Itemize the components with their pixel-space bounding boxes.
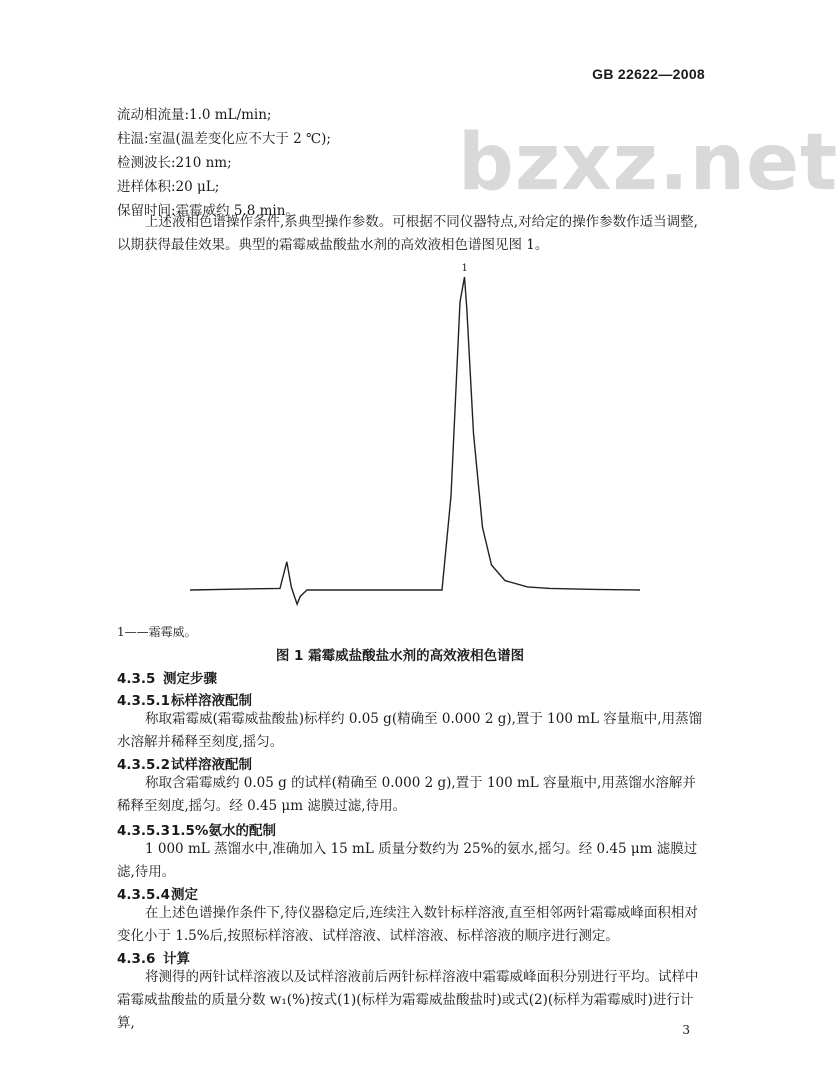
- condition-wavelength: 检测波长:210 nm;: [117, 155, 232, 171]
- condition-flow-rate: 流动相流量:1.0 mL/min;: [117, 107, 272, 123]
- section-4-3-5-1-heading: [117, 689, 252, 709]
- section-4-3-5-1-text: 称取霜霉威(霜霉威盐酸盐)标样约 0.05 g(精确至 0.000 2 g),置于 100 mL 容量瓶中,用蒸馏水溶解并稀释至刻度,摇匀。: [117, 711, 703, 750]
- section-4-3-6-text: 将测得的两针试样溶液以及试样溶液前后两针标样溶液中霜霉威峰面积分别进行平均。试样中霜霉威盐酸盐的质量分数 w₁(%)按式(1)(标样为霜霉威盐酸盐时)或式(2)(标样为霜霉威时)进行计算,: [117, 969, 699, 1031]
- section-number: 4.3.5: [117, 671, 156, 687]
- condition-retention-time: 保留时间:霜霉威约 5.8 min。: [117, 203, 299, 219]
- section-4-3-5-3-heading: [117, 819, 276, 839]
- section-4-3-6-heading: [117, 947, 190, 967]
- section-title: 标样溶液配制: [171, 693, 252, 709]
- peak-1-label: 1: [461, 263, 468, 274]
- section-number: 4.3.5.4: [117, 887, 170, 903]
- section-number: 4.3.5.3: [117, 823, 170, 839]
- page-number: 3: [682, 1023, 690, 1037]
- chromatogram-trace: [190, 277, 640, 604]
- section-4-3-5-2-text: 称取含霜霉威约 0.05 g 的试样(精确至 0.000 2 g),置于 100 mL 容量瓶中,用蒸馏水溶解并稀释至刻度,摇匀。经 0.45 μm 滤膜过滤,待用。: [117, 775, 696, 814]
- section-title: 测定: [171, 887, 198, 903]
- condition-injection-volume: 进样体积:20 μL;: [117, 179, 220, 195]
- section-title: 计算: [163, 951, 190, 967]
- watermark: bzxz.net: [458, 118, 838, 208]
- chromatogram-chart: [115, 255, 705, 625]
- section-title: 测定步骤: [163, 671, 217, 687]
- section-title: 试样溶液配制: [171, 757, 252, 773]
- section-number: 4.3.6: [117, 951, 156, 967]
- intro-paragraph: 上述液相色谱操作条件,系典型操作参数。可根据不同仪器特点,对给定的操作参数作适当调整,以期获得最佳效果。典型的霜霉威盐酸盐水剂的高效液相色谱图见图 1。: [117, 214, 698, 253]
- condition-column-temp: 柱温:室温(温差变化应不大于 2 ℃);: [117, 131, 331, 147]
- section-4-3-5-4-text: 在上述色谱操作条件下,待仪器稳定后,连续注入数针标样溶液,直至相邻两针霜霉威峰面积相对变化小于 1.5%后,按照标样溶液、试样溶液、试样溶液、标样溶液的顺序进行测定。: [117, 905, 698, 944]
- chart-key: 1——霜霉威。: [117, 625, 197, 639]
- section-4-3-5-heading: [117, 667, 217, 687]
- section-number: 4.3.5.1: [117, 693, 170, 709]
- section-title: 1.5%氨水的配制: [171, 823, 276, 839]
- section-4-3-5-4-heading: [117, 883, 198, 903]
- section-4-3-5-2-heading: [117, 753, 252, 773]
- section-number: 4.3.5.2: [117, 757, 170, 773]
- figure-caption: 图 1 霜霉威盐酸盐水剂的高效液相色谱图: [275, 648, 525, 664]
- section-4-3-5-3-text: 1 000 mL 蒸馏水中,准确加入 15 mL 质量分数约为 25%的氨水,摇匀。经 0.45 μm 滤膜过滤,待用。: [117, 841, 698, 880]
- standard-code: GB 22622—2008: [592, 66, 705, 82]
